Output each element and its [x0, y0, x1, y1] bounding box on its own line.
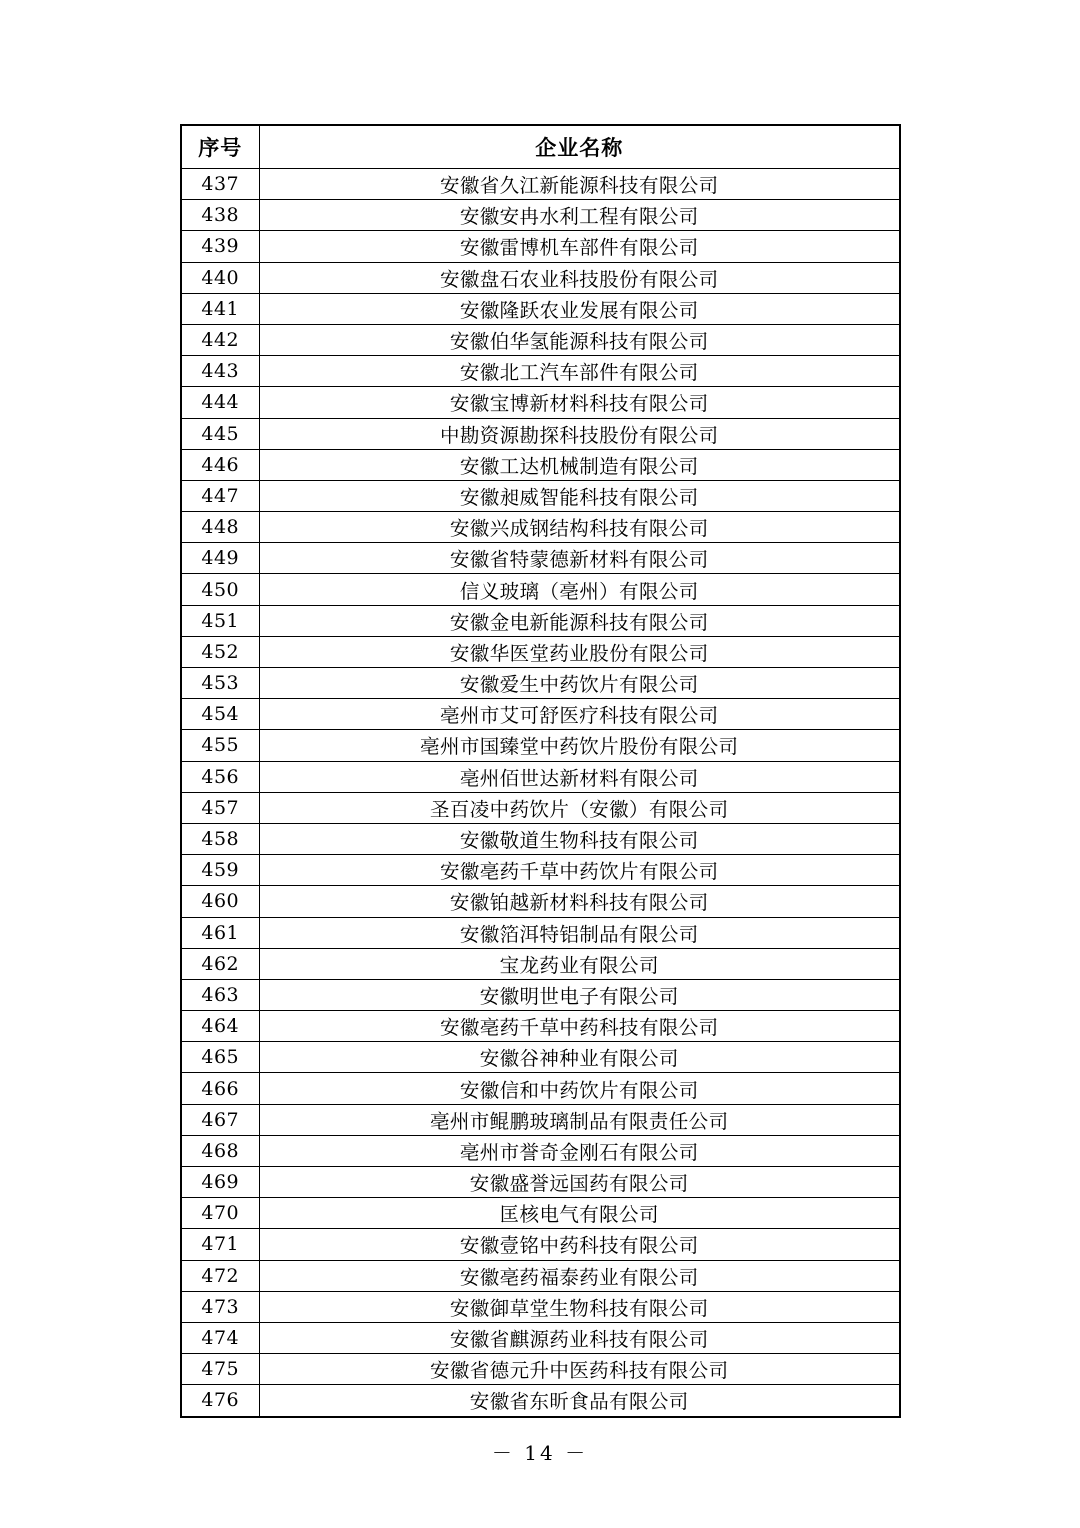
- enterprise-name-cell: 圣百凌中药饮片（安徽）有限公司: [259, 792, 900, 823]
- row-index-cell: 439: [181, 231, 259, 262]
- row-index-cell: 444: [181, 387, 259, 418]
- row-index-cell: 470: [181, 1198, 259, 1229]
- row-index-cell: 441: [181, 293, 259, 324]
- row-index-cell: 438: [181, 200, 259, 231]
- row-index-cell: 458: [181, 823, 259, 854]
- row-index-cell: 452: [181, 636, 259, 667]
- row-index-cell: 451: [181, 605, 259, 636]
- table-row: [181, 1104, 900, 1135]
- enterprise-name-cell: 安徽箔洱特铝制品有限公司: [259, 917, 900, 948]
- row-index-cell: 464: [181, 1011, 259, 1042]
- table-row: [181, 262, 900, 293]
- enterprise-name-cell: 安徽敬道生物科技有限公司: [259, 823, 900, 854]
- enterprise-name-cell: 安徽宝博新材料科技有限公司: [259, 387, 900, 418]
- enterprise-name-cell: 安徽伯华氢能源科技有限公司: [259, 324, 900, 355]
- table-row: [181, 480, 900, 511]
- enterprise-name-cell: 安徽北工汽车部件有限公司: [259, 356, 900, 387]
- table-row: [181, 387, 900, 418]
- row-index-cell: 437: [181, 169, 259, 200]
- enterprise-name-cell: 信义玻璃（亳州）有限公司: [259, 574, 900, 605]
- enterprise-name-cell: 安徽省久江新能源科技有限公司: [259, 169, 900, 200]
- row-index-cell: 457: [181, 792, 259, 823]
- column-header-index: 序号: [181, 125, 259, 169]
- table-row: [181, 761, 900, 792]
- enterprise-name-cell: 安徽谷神种业有限公司: [259, 1042, 900, 1073]
- row-index-cell: 445: [181, 418, 259, 449]
- enterprise-name-cell: 安徽亳药千草中药饮片有限公司: [259, 855, 900, 886]
- row-index-cell: 447: [181, 480, 259, 511]
- table-row: [181, 1322, 900, 1353]
- row-index-cell: 469: [181, 1167, 259, 1198]
- table-row: [181, 543, 900, 574]
- table-row: [181, 512, 900, 543]
- enterprise-name-cell: 亳州市鲲鹏玻璃制品有限责任公司: [259, 1104, 900, 1135]
- enterprise-name-cell: 安徽省麒源药业科技有限公司: [259, 1322, 900, 1353]
- table-row: [181, 1385, 900, 1417]
- table-row: [181, 917, 900, 948]
- row-index-cell: 453: [181, 668, 259, 699]
- row-index-cell: 455: [181, 730, 259, 761]
- enterprise-name-cell: 安徽昶威智能科技有限公司: [259, 480, 900, 511]
- enterprise-name-cell: 亳州市艾可舒医疗科技有限公司: [259, 699, 900, 730]
- table-row: [181, 605, 900, 636]
- row-index-cell: 462: [181, 948, 259, 979]
- table-row: [181, 200, 900, 231]
- row-index-cell: 446: [181, 449, 259, 480]
- row-index-cell: 463: [181, 979, 259, 1010]
- row-index-cell: 443: [181, 356, 259, 387]
- table-row: [181, 1073, 900, 1104]
- row-index-cell: 448: [181, 512, 259, 543]
- table-row: [181, 1229, 900, 1260]
- table-row: [181, 792, 900, 823]
- table-row: [181, 1198, 900, 1229]
- row-index-cell: 467: [181, 1104, 259, 1135]
- table-header-row: [181, 125, 900, 169]
- enterprise-name-cell: 安徽工达机械制造有限公司: [259, 449, 900, 480]
- enterprise-name-cell: 亳州市国臻堂中药饮片股份有限公司: [259, 730, 900, 761]
- table-row: [181, 1042, 900, 1073]
- row-index-cell: 466: [181, 1073, 259, 1104]
- table-row: [181, 356, 900, 387]
- table-row: [181, 886, 900, 917]
- row-index-cell: 459: [181, 855, 259, 886]
- row-index-cell: 442: [181, 324, 259, 355]
- row-index-cell: 471: [181, 1229, 259, 1260]
- table-row: [181, 1167, 900, 1198]
- table-row: [181, 823, 900, 854]
- enterprise-name-cell: 安徽华医堂药业股份有限公司: [259, 636, 900, 667]
- table-row: [181, 169, 900, 200]
- row-index-cell: 472: [181, 1260, 259, 1291]
- table-header: [181, 125, 900, 169]
- enterprise-name-cell: 安徽盛誉远国药有限公司: [259, 1167, 900, 1198]
- table-row: [181, 1260, 900, 1291]
- row-index-cell: 454: [181, 699, 259, 730]
- table-row: [181, 979, 900, 1010]
- page-number: － 14 －: [491, 1441, 589, 1465]
- table-row: [181, 948, 900, 979]
- table-row: [181, 730, 900, 761]
- column-header-name: 企业名称: [259, 125, 900, 169]
- enterprise-name-cell: 安徽铂越新材料科技有限公司: [259, 886, 900, 917]
- table-row: [181, 636, 900, 667]
- row-index-cell: 460: [181, 886, 259, 917]
- row-index-cell: 468: [181, 1135, 259, 1166]
- enterprise-name-cell: 安徽御草堂生物科技有限公司: [259, 1291, 900, 1322]
- table-row: [181, 699, 900, 730]
- enterprise-name-cell: 安徽安冉水利工程有限公司: [259, 200, 900, 231]
- table-row: [181, 449, 900, 480]
- enterprise-name-cell: 安徽省特蒙德新材料有限公司: [259, 543, 900, 574]
- enterprise-listing-table: [180, 124, 901, 1418]
- row-index-cell: 456: [181, 761, 259, 792]
- enterprise-name-cell: 匡核电气有限公司: [259, 1198, 900, 1229]
- row-index-cell: 450: [181, 574, 259, 605]
- enterprise-name-cell: 安徽壹铭中药科技有限公司: [259, 1229, 900, 1260]
- row-index-cell: 474: [181, 1322, 259, 1353]
- table-row: [181, 1291, 900, 1322]
- enterprise-name-cell: 安徽爱生中药饮片有限公司: [259, 668, 900, 699]
- row-index-cell: 461: [181, 917, 259, 948]
- table-row: [181, 574, 900, 605]
- row-index-cell: 473: [181, 1291, 259, 1322]
- table-row: [181, 418, 900, 449]
- enterprise-name-cell: 宝龙药业有限公司: [259, 948, 900, 979]
- enterprise-listing-table-container: [180, 124, 899, 1418]
- enterprise-name-cell: 安徽省德元升中医药科技有限公司: [259, 1354, 900, 1385]
- row-index-cell: 465: [181, 1042, 259, 1073]
- enterprise-name-cell: 安徽雷博机车部件有限公司: [259, 231, 900, 262]
- row-index-cell: 440: [181, 262, 259, 293]
- enterprise-name-cell: 安徽隆跃农业发展有限公司: [259, 293, 900, 324]
- enterprise-name-cell: 安徽亳药福泰药业有限公司: [259, 1260, 900, 1291]
- table-row: [181, 293, 900, 324]
- enterprise-name-cell: 安徽亳药千草中药科技有限公司: [259, 1011, 900, 1042]
- table-row: [181, 231, 900, 262]
- enterprise-name-cell: 中勘资源勘探科技股份有限公司: [259, 418, 900, 449]
- enterprise-name-cell: 亳州市誉奇金刚石有限公司: [259, 1135, 900, 1166]
- enterprise-name-cell: 安徽明世电子有限公司: [259, 979, 900, 1010]
- row-index-cell: 449: [181, 543, 259, 574]
- enterprise-name-cell: 安徽信和中药饮片有限公司: [259, 1073, 900, 1104]
- enterprise-name-cell: 安徽兴成钢结构科技有限公司: [259, 512, 900, 543]
- table-row: [181, 855, 900, 886]
- table-row: [181, 1011, 900, 1042]
- row-index-cell: 475: [181, 1354, 259, 1385]
- enterprise-name-cell: 亳州佰世达新材料有限公司: [259, 761, 900, 792]
- table-row: [181, 1354, 900, 1385]
- enterprise-name-cell: 安徽金电新能源科技有限公司: [259, 605, 900, 636]
- enterprise-name-cell: 安徽省东昕食品有限公司: [259, 1385, 900, 1417]
- row-index-cell: 476: [181, 1385, 259, 1417]
- table-row: [181, 668, 900, 699]
- table-row: [181, 324, 900, 355]
- table-row: [181, 1135, 900, 1166]
- enterprise-name-cell: 安徽盘石农业科技股份有限公司: [259, 262, 900, 293]
- table-body: [181, 169, 900, 1417]
